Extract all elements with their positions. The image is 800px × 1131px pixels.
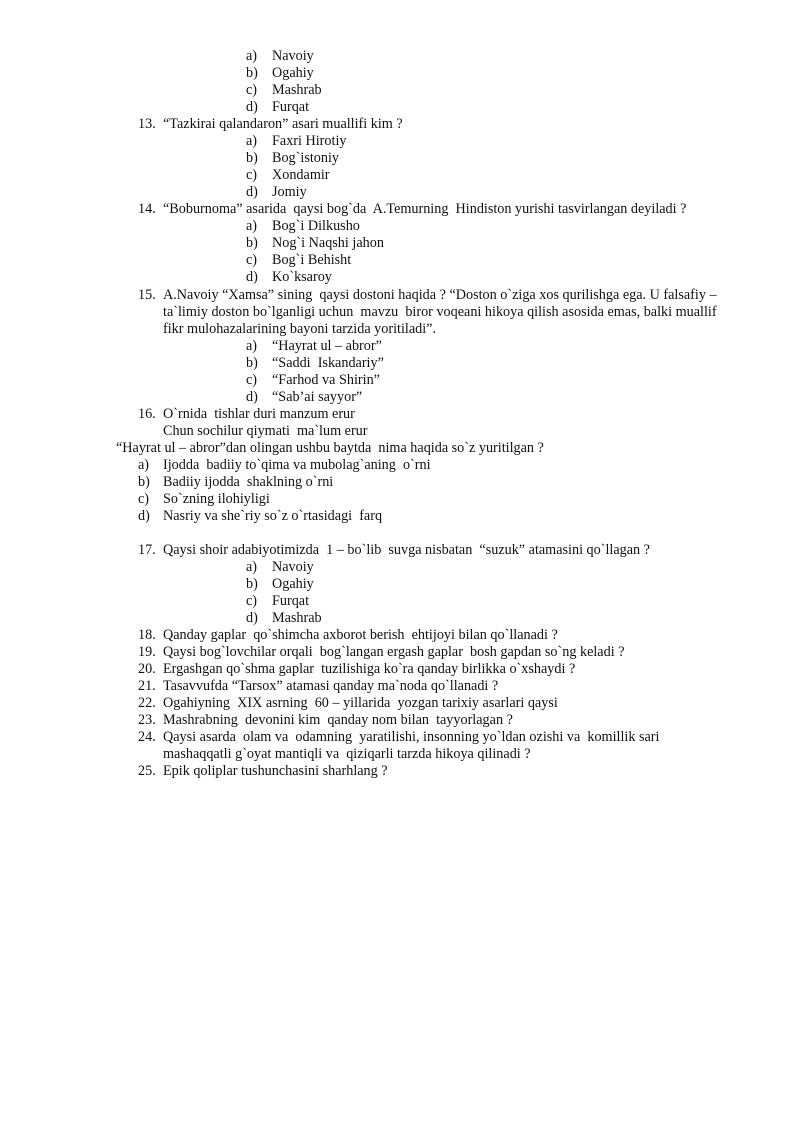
option-text: “Sab’ai sayyor”: [272, 389, 363, 405]
option-text: Furqat: [272, 99, 310, 115]
option-text: Furqat: [272, 593, 310, 609]
option-label: b): [246, 150, 258, 166]
option-label: b): [246, 576, 258, 592]
question-text: fikr mulohazalarining bayoni tarzida yoritiladi”.: [163, 321, 437, 337]
question-text: Qaysi asarda olam va odamning yaratilishi, insonning yo`ldan ozishi va komillik sari: [163, 729, 660, 745]
question-number: 14.: [138, 201, 156, 217]
option-label: d): [246, 99, 258, 115]
question-text: ta`limiy doston bo`lganligi uchun mavzu biror voqeani hikoya qilish asosida emas, balki muallif: [163, 304, 717, 320]
option-text: Nasriy va she`riy so`z o`rtasidagi farq: [163, 508, 383, 524]
option-text: Xondamir: [272, 167, 330, 183]
option-label: b): [138, 474, 150, 490]
option-text: Jomiy: [272, 184, 307, 200]
option-text: So`zning ilohiyligi: [163, 491, 270, 507]
question-number: 24.: [138, 729, 156, 745]
question-number: 17.: [138, 542, 156, 558]
question-text: mashaqqatli g`oyat mantiqli va qiziqarli tarzda hikoya qilinadi ?: [163, 746, 531, 762]
question-number: 20.: [138, 661, 156, 677]
question-number: 13.: [138, 116, 156, 132]
option-label: c): [246, 252, 258, 268]
option-label: d): [138, 508, 150, 524]
option-label: c): [246, 372, 258, 388]
verse-line: Chun sochilur qiymati ma`lum erur: [163, 423, 368, 439]
option-label: a): [246, 48, 258, 64]
option-label: c): [246, 167, 258, 183]
question-text: Epik qoliplar tushunchasini sharhlang ?: [163, 763, 388, 779]
option-label: a): [246, 559, 258, 575]
option-label: a): [246, 338, 258, 354]
question-number: 22.: [138, 695, 156, 711]
question-text: Qanday gaplar qo`shimcha axborot berish ehtijoyi bilan qo`llanadi ?: [163, 627, 558, 643]
question-number: 21.: [138, 678, 156, 694]
option-text: Mashrab: [272, 610, 322, 626]
option-text: Bog`i Behisht: [272, 252, 352, 268]
option-text: “Hayrat ul – abror”: [272, 338, 382, 354]
option-text: Navoiy: [272, 48, 314, 64]
option-text: Badiiy ijodda shaklning o`rni: [163, 474, 334, 490]
option-label: c): [246, 593, 258, 609]
option-label: b): [246, 65, 258, 81]
question-number: 19.: [138, 644, 156, 660]
option-text: Bog`i Dilkusho: [272, 218, 360, 234]
option-label: a): [246, 133, 258, 149]
question-text: Qaysi bog`lovchilar orqali bog`langan ergash gaplar bosh gapdan so`ng keladi ?: [163, 644, 625, 660]
question-text: Tasavvufda “Tarsox” atamasi qanday ma`noda qo`llanadi ?: [163, 678, 499, 694]
option-label: d): [246, 184, 258, 200]
question-text: “Tazkirai qalandaron” asari muallifi kim ?: [163, 116, 403, 132]
question-number: 23.: [138, 712, 156, 728]
option-text: “Farhod va Shirin”: [272, 372, 380, 388]
question-number: 25.: [138, 763, 156, 779]
option-text: Mashrab: [272, 82, 322, 98]
option-text: Ko`ksaroy: [272, 269, 332, 285]
question-text: “Boburnoma” asarida qaysi bog`da A.Temurning Hindiston yurishi tasvirlangan deyiladi ?: [163, 201, 687, 217]
question-text: Ogahiyning XIX asrning 60 – yillarida yozgan tarixiy asarlari qaysi: [163, 695, 558, 711]
question-text: Qaysi shoir adabiyotimizda 1 – bo`lib suvga nisbatan “suzuk” atamasini qo`llagan ?: [163, 542, 650, 558]
option-label: d): [246, 269, 258, 285]
question-text: A.Navoiy “Xamsa” sining qaysi dostoni haqida ? “Doston o`ziga xos qurilishga ega. U falsafiy –: [163, 287, 717, 303]
option-text: “Saddi Iskandariy”: [272, 355, 384, 371]
option-label: c): [138, 491, 150, 507]
option-text: Navoiy: [272, 559, 314, 575]
option-text: Faxri Hirotiy: [272, 133, 347, 149]
option-text: Bog`istoniy: [272, 150, 340, 166]
option-label: b): [246, 235, 258, 251]
option-label: a): [246, 218, 258, 234]
option-label: c): [246, 82, 258, 98]
option-text: Ijodda badiiy to`qima va mubolag`aning o`rni: [163, 457, 431, 473]
question-text: “Hayrat ul – abror”dan olingan ushbu baytda nima haqida so`z yuritilgan ?: [116, 440, 544, 456]
option-label: d): [246, 610, 258, 626]
question-number: 15.: [138, 287, 156, 303]
question-text: Mashrabning devonini kim qanday nom bilan tayyorlagan ?: [163, 712, 513, 728]
option-text: Nog`i Naqshi jahon: [272, 235, 384, 251]
verse-line: O`rnida tishlar duri manzum erur: [163, 406, 355, 422]
option-label: d): [246, 389, 258, 405]
option-label: a): [138, 457, 150, 473]
question-number: 18.: [138, 627, 156, 643]
option-text: Ogahiy: [272, 65, 314, 81]
option-label: b): [246, 355, 258, 371]
option-text: Ogahiy: [272, 576, 314, 592]
question-text: Ergashgan qo`shma gaplar tuzilishiga ko`ra qanday birlikka o`xshaydi ?: [163, 661, 576, 677]
question-number: 16.: [138, 406, 156, 422]
